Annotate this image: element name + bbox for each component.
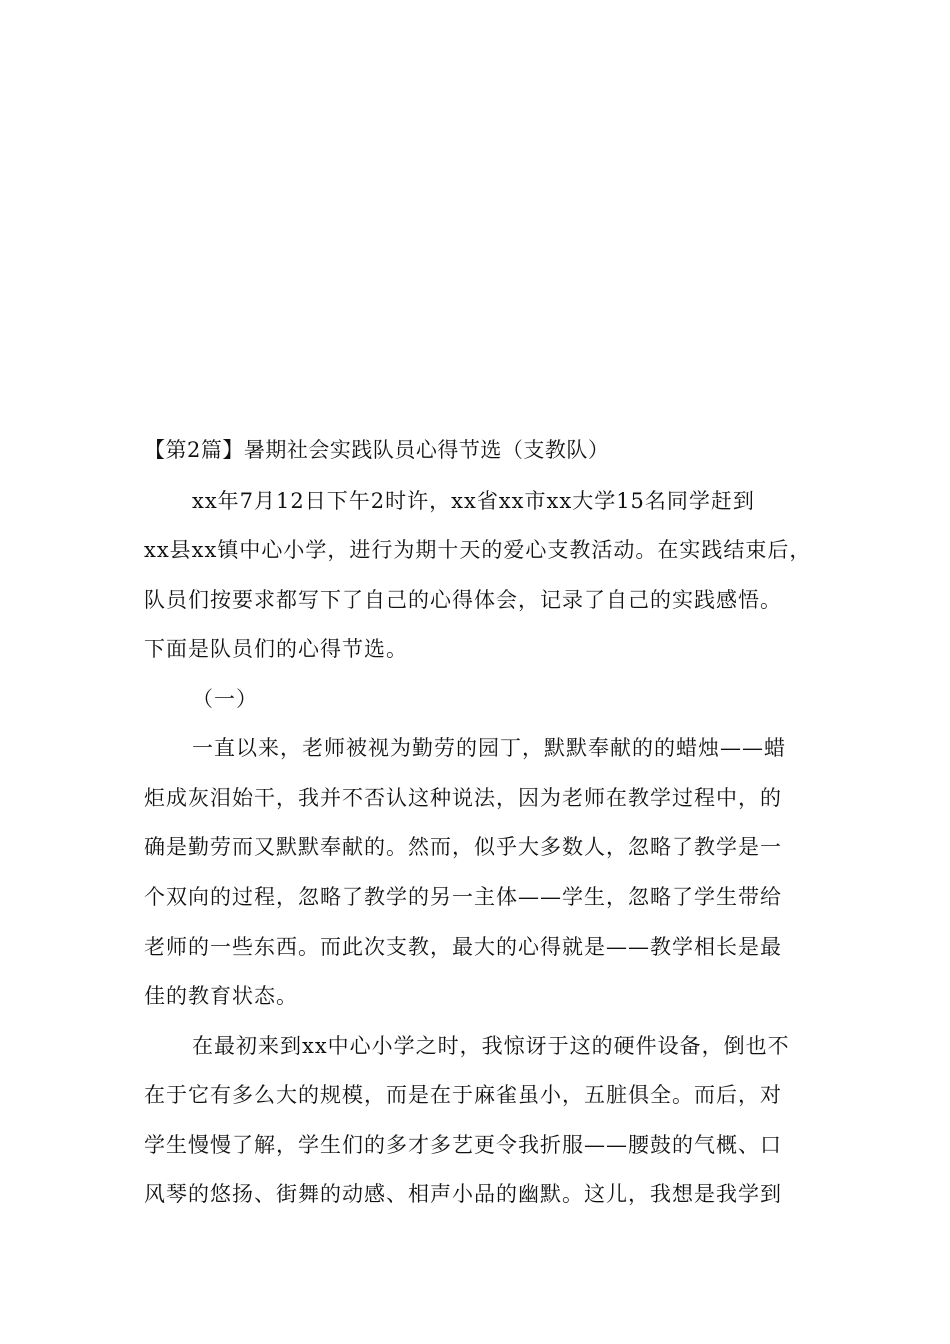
intro-line-1: xx年7月12日下午2时许，xx省xx市xx大学15名同学赶到 xyxy=(192,489,755,513)
section-marker: （一） xyxy=(192,687,258,711)
paragraph1-line-1: 一直以来，老师被视为勤劳的园丁，默默奉献的的蜡烛——蜡 xyxy=(192,736,786,760)
intro-line-3: 队员们按要求都写下了自己的心得体会，记录了自己的实践感悟。 xyxy=(144,588,782,612)
paragraph2-line-4: 风琴的悠扬、街舞的动感、相声小品的幽默。这儿，我想是我学到 xyxy=(144,1182,782,1206)
paragraph2-line-2: 在于它有多么大的规模，而是在于麻雀虽小，五脏俱全。而后，对 xyxy=(144,1083,782,1107)
paragraph2-line-1: 在最初来到xx中心小学之时，我惊讶于这的硬件设备，倒也不 xyxy=(192,1034,790,1058)
paragraph2-line-3: 学生慢慢了解，学生们的多才多艺更令我折服——腰鼓的气概、口 xyxy=(144,1133,782,1157)
article-heading: 【第2篇】暑期社会实践队员心得节选（支教队） xyxy=(144,438,610,462)
paragraph1-line-6: 佳的教育状态。 xyxy=(144,984,298,1008)
paragraph1-line-4: 个双向的过程，忽略了教学的另一主体——学生，忽略了学生带给 xyxy=(144,885,782,909)
paragraph1-line-5: 老师的一些东西。而此次支教，最大的心得就是——教学相长是最 xyxy=(144,935,782,959)
paragraph1-line-2: 炬成灰泪始干，我并不否认这种说法，因为老师在教学过程中，的 xyxy=(144,786,782,810)
intro-line-4: 下面是队员们的心得节选。 xyxy=(144,637,408,661)
paragraph1-line-3: 确是勤劳而又默默奉献的。然而，似乎大多数人，忽略了教学是一 xyxy=(144,835,782,859)
intro-line-2: xx县xx镇中心小学，进行为期十天的爱心支教活动。在实践结束后， xyxy=(144,538,812,562)
